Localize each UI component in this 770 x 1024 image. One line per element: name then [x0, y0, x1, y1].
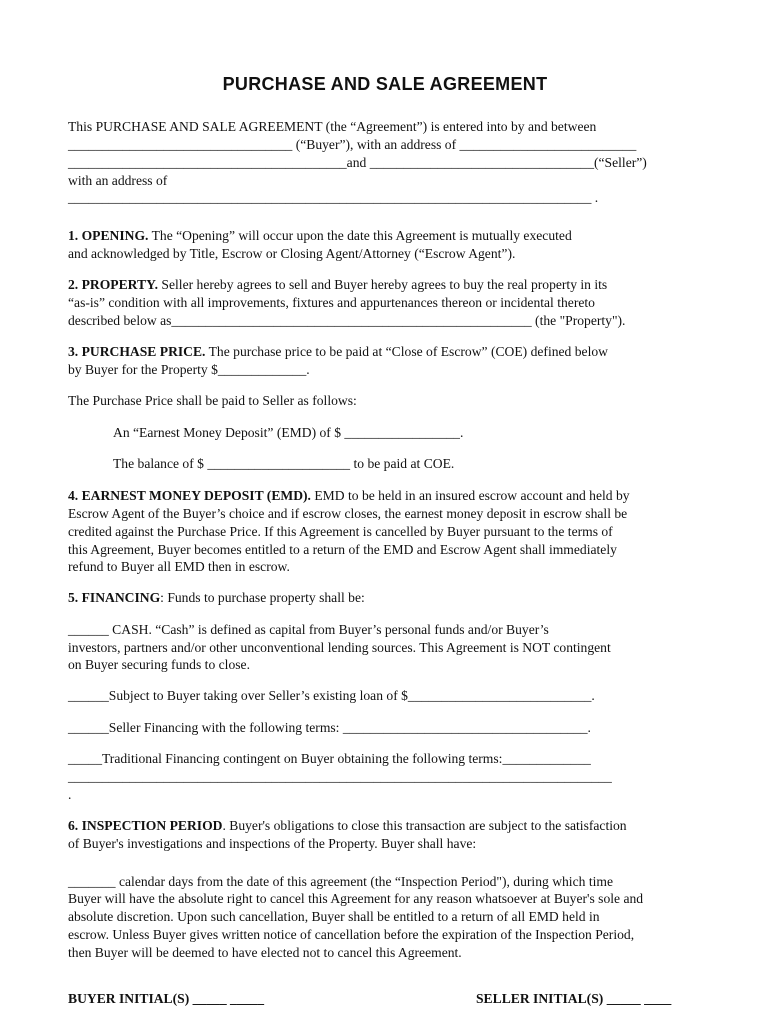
- cash-line: on Buyer securing funds to close.: [68, 657, 250, 672]
- seller-initials-label: SELLER INITIAL(S) _____ ____: [476, 991, 672, 1006]
- emd-line: An “Earnest Money Deposit” (EMD) of $ _________________.: [113, 425, 464, 440]
- intro-line: _________________________________________and _________________________________(“Seller”): [68, 155, 647, 170]
- section-text: : Funds to purchase property shall be:: [160, 590, 365, 605]
- section-heading: 1. OPENING.: [68, 228, 149, 243]
- intro-line: _________________________________ (“Buyer”), with an address of __________________________: [68, 137, 637, 152]
- intro-line: _____________________________________________________________________________ .: [68, 190, 599, 205]
- balance-line: The balance of $ _____________________ to be paid at COE.: [113, 456, 455, 471]
- section-emd: [68, 487, 630, 504]
- document-title: PURCHASE AND SALE AGREEMENT: [222, 74, 548, 94]
- traditional-line: ________________________________________________________________________________: [68, 769, 612, 784]
- traditional-line: _____Traditional Financing contingent on Buyer obtaining the following terms:_____________: [68, 751, 591, 766]
- section-text: The “Opening” will occur upon the date this Agreement is mutually executed: [148, 228, 572, 243]
- intro-line: with an address of: [68, 173, 168, 188]
- inspection-body-line: _______ calendar days from the date of this agreement (the “Inspection Period"), during which time: [68, 874, 613, 889]
- section-line: “as-is” condition with all improvements, fixtures and appurtenances thereon or incidental thereto: [68, 295, 595, 310]
- section-line: of Buyer's investigations and inspections of the Property. Buyer shall have:: [68, 836, 477, 851]
- intro-line: This PURCHASE AND SALE AGREEMENT (the “Agreement”) is entered into by and between: [68, 119, 597, 134]
- section-line: Escrow Agent of the Buyer’s choice and if escrow closes, the earnest money deposit in escrow shall be: [68, 506, 628, 521]
- section-opening: [68, 227, 572, 244]
- seller-initials: [476, 991, 671, 1007]
- section-purchase-price: [68, 343, 608, 360]
- section-inspection: [68, 817, 627, 834]
- section-text: The purchase price to be paid at “Close of Escrow” (COE) defined below: [205, 344, 608, 359]
- section-line: The Purchase Price shall be paid to Seller as follows:: [68, 393, 357, 408]
- section-heading: 2. PROPERTY.: [68, 277, 159, 292]
- section-text: Seller hereby agrees to sell and Buyer hereby agrees to buy the real property in its: [158, 277, 608, 292]
- loan-line: ______Subject to Buyer taking over Seller’s existing loan of $___________________________.: [68, 688, 595, 703]
- section-heading: 6. INSPECTION PERIOD: [68, 818, 223, 833]
- section-line: described below as_____________________________________________________ (the "Property").: [68, 313, 626, 328]
- section-line: by Buyer for the Property $_____________.: [68, 362, 310, 377]
- inspection-body-line: absolute discretion. Upon such cancellation, Buyer shall be entitled to a return of all EMD held in: [68, 909, 600, 924]
- section-property: [68, 276, 607, 293]
- seller-financing-line: ______Seller Financing with the following terms: ____________________________________.: [68, 720, 591, 735]
- section-line: credited against the Purchase Price. If this Agreement is cancelled by Buyer pursuant to the terms of: [68, 524, 613, 539]
- inspection-body-line: escrow. Unless Buyer gives written notice of cancellation before the expiration of the Inspection Period,: [68, 927, 635, 942]
- inspection-body-line: then Buyer will be deemed to have elected not to cancel this Agreement.: [68, 945, 462, 960]
- section-financing: [68, 589, 365, 606]
- section-text: EMD to be held in an insured escrow account and held by: [310, 488, 630, 503]
- traditional-line: .: [68, 787, 72, 802]
- section-heading: 3. PURCHASE PRICE.: [68, 344, 206, 359]
- section-line: this Agreement, Buyer becomes entitled to a return of the EMD and Escrow Agent shall immediately: [68, 542, 617, 557]
- buyer-initials-label: BUYER INITIAL(S) _____ _____: [68, 991, 265, 1006]
- section-line: refund to Buyer all EMD then in escrow.: [68, 559, 290, 574]
- section-text: . Buyer's obligations to close this transaction are subject to the satisfaction: [222, 818, 627, 833]
- inspection-body-line: Buyer will have the absolute right to cancel this Agreement for any reason whatsoever at Buyer's sole and: [68, 891, 644, 906]
- section-heading: 4. EARNEST MONEY DEPOSIT (EMD).: [68, 488, 311, 503]
- cash-line: investors, partners and/or other unconventional lending sources. This Agreement is NOT contingent: [68, 640, 611, 655]
- section-heading: 5. FINANCING: [68, 590, 161, 605]
- buyer-initials: [68, 991, 264, 1007]
- section-line: and acknowledged by Title, Escrow or Closing Agent/Attorney (“Escrow Agent”).: [68, 246, 516, 261]
- cash-line: ______ CASH. “Cash” is defined as capital from Buyer’s personal funds and/or Buyer’s: [68, 622, 549, 637]
